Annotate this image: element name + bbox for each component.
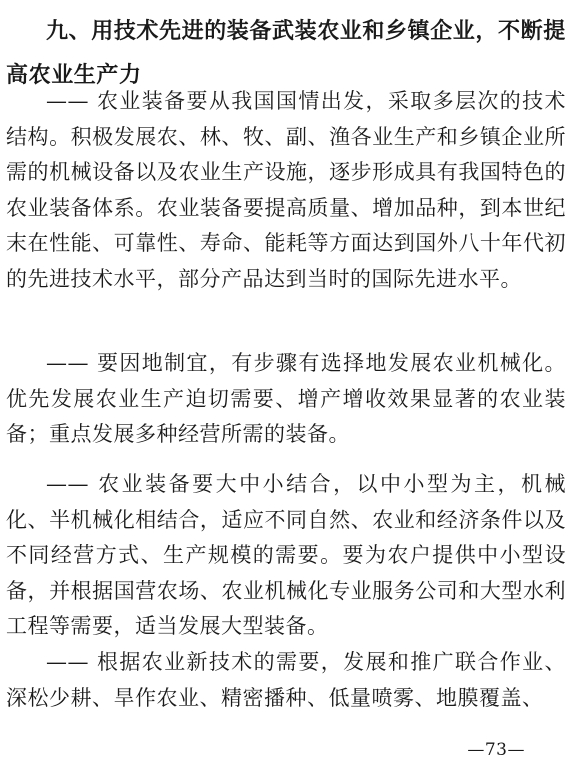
paragraph-new-technology: —— 根据农业新技术的需要，发展和推广联合作业、深松少耕、旱作农业、精密播种、低量喷雾、地膜覆盖、 [6, 650, 566, 710]
paragraph-scale-combination: —— 农业装备要大中小结合，以中小型为主，机械化、半机械化相结合，适应不同自然、农业和经济条件以及不同经营方式、生产规模的需要。要为农户提供中小型设备，并根据国营农场、农业机械化专业服务公司和大型水利工程等需要，适当发展大型装备。 [6, 472, 566, 638]
paragraph-mechanization: —— 要因地制宜，有步骤有选择地发展农业机械化。优先发展农业生产迫切需要、增产增收效果显著的农业装备；重点发展多种经营所需的装备。 [6, 351, 566, 446]
paragraph-equipment-structure: —— 农业装备要从我国国情出发，采取多层次的技术结构。积极发展农、林、牧、副、渔各业生产和乡镇企业所需的机械设备以及农业生产设施，逐步形成具有我国特色的农业装备体系。农业装备要提高质量、增加品种，到本世纪末在性能、可靠性、寿命、能耗等方面达到国外八十年代初的先进技术水平，部分产品达到当时的国际先进水平。 [6, 89, 566, 291]
page-number: —73— [467, 740, 525, 760]
section-heading: 九、用技术先进的装备武装农业和乡镇企业，不断提高农业生产力 [6, 19, 566, 88]
